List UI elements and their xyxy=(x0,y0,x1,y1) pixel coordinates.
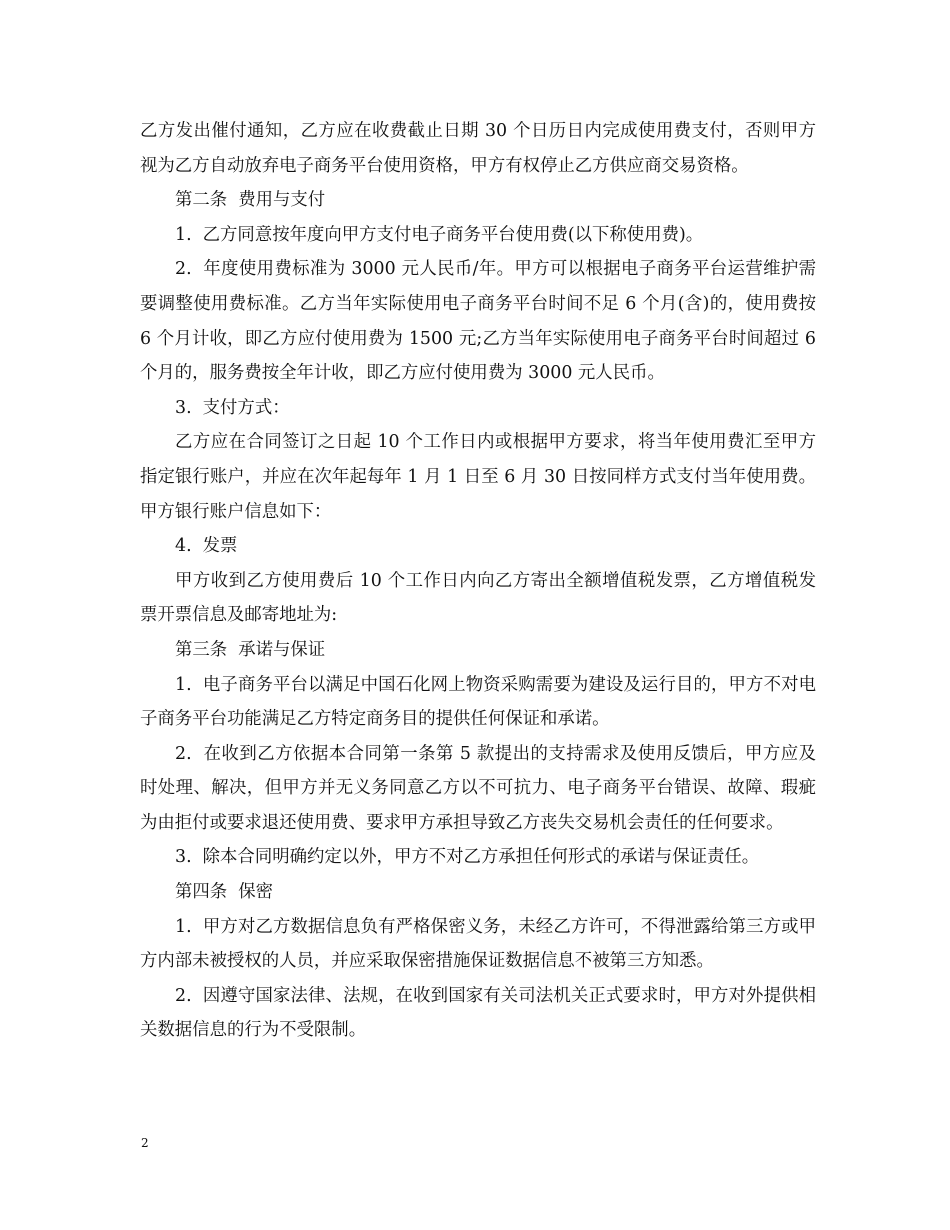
paragraph: 甲方收到乙方使用费后 10 个工作日内向乙方寄出全额增值税发票，乙方增值税发票开票信息及邮寄地址为: xyxy=(140,570,816,626)
paragraph: 乙方发出催付通知，乙方应在收费截止日期 30 个日历日内完成使用费支付，否则甲方视为乙方自动放弃电子商务平台使用资格，甲方有权停止乙方供应商交易资格。 xyxy=(140,121,816,176)
paragraph: 1. 甲方对乙方数据信息负有严格保密义务，未经乙方许可，不得泄露给第三方或甲方内部未被授权的人员，并应采取保密措施保证数据信息不被第三方知悉。 xyxy=(140,916,816,972)
paragraph: 3. 支付方式： xyxy=(175,397,290,418)
section-heading: 第四条 保密 xyxy=(175,882,274,903)
document-body xyxy=(140,114,822,1048)
section-heading: 第三条 承诺与保证 xyxy=(175,639,326,660)
paragraph: 2. 在收到乙方依据本合同第一条第 5 款提出的支持需求及使用反馈后，甲方应及时处理、解决，但甲方并无义务同意乙方以不可抗力、电子商务平台错误、故障、瑕疵为由拒付或要求退还使用费、要求甲方承担导致乙方丧失交易机会责任的任何要求。 xyxy=(140,743,816,833)
page-number: 2 xyxy=(141,1136,149,1150)
paragraph: 1. 乙方同意按年度向甲方支付电子商务平台使用费(以下称使用费)。 xyxy=(175,224,704,245)
paragraph: 2. 因遵守国家法律、法规，在收到国家有关司法机关正式要求时，甲方对外提供相关数据信息的行为不受限制。 xyxy=(140,985,816,1041)
paragraph: 3. 除本合同明确约定以外，甲方不对乙方承担任何形式的承诺与保证责任。 xyxy=(175,847,760,868)
paragraph: 2. 年度使用费标准为 3000 元人民币/年。甲方可以根据电子商务平台运营维护需要调整使用费标准。乙方当年实际使用电子商务平台时间不足 6 个月(含)的，使用费按 6 个月计收，即乙方应付使用费为 1500 元;乙方当年实际使用电子商务平台时间超过 6 个月的，服务费按全年计收，即乙方应付使用费为 3000 元人民币。 xyxy=(140,259,822,384)
paragraph: 4. 发票 xyxy=(175,536,238,557)
section-heading: 第二条 费用与支付 xyxy=(175,190,326,211)
paragraph: 1. 电子商务平台以满足中国石化网上物资采购需要为建设及运行目的，甲方不对电子商务平台功能满足乙方特定商务目的提供任何保证和承诺。 xyxy=(140,674,816,730)
paragraph: 乙方应在合同签订之日起 10 个工作日内或根据甲方要求，将当年使用费汇至甲方指定银行账户，并应在次年起每年 1 月 1 日至 6 月 30 日按同样方式支付当年使用费。甲方银行账户信息如下： xyxy=(140,432,816,522)
